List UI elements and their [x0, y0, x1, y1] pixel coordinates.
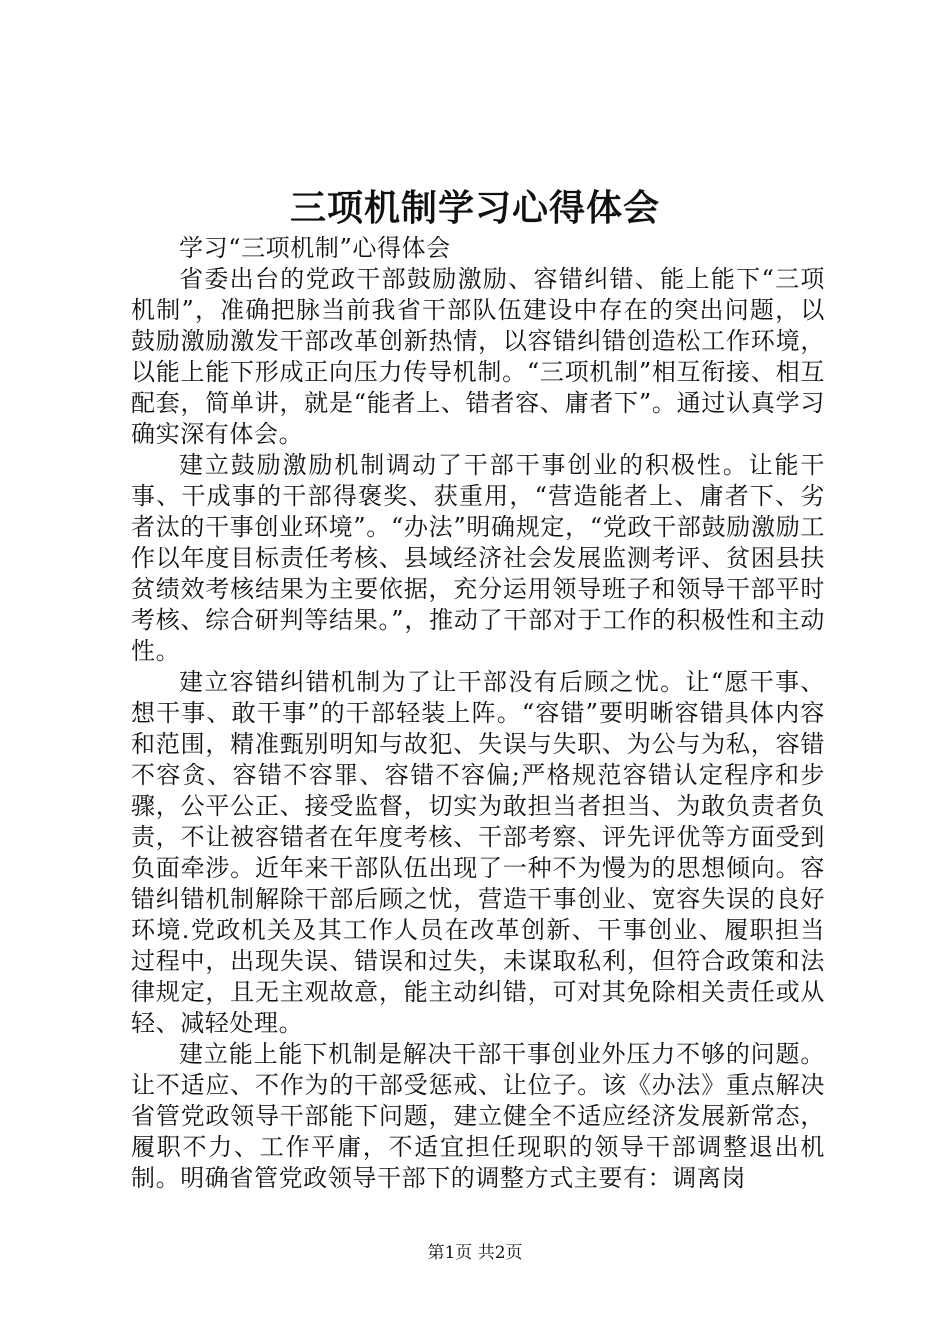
page-number-footer: 第1页 共2页: [427, 1243, 523, 1263]
body-paragraph: 省委出台的党政干部鼓励激励、容错纠错、能上能下“三项机制”，准确把脉当前我省干部队伍建设中存在的突出问题，以鼓励激励激发干部改革创新热情，以容错纠错创造松工作环境，以能上能下形成正向压力传导机制。“三项机制”相互衔接、相互配套，简单讲，就是“能者上、错者容、庸者下”。通过认真学习确实深有体会。: [131, 265, 825, 448]
subtitle-paragraph: 学习“三项机制”心得体会: [179, 234, 451, 262]
document-title: 三项机制学习心得体会: [289, 187, 660, 229]
body-paragraph: 建立容错纠错机制为了让干部没有后顾之忧。让“愿干事、想干事、敢干事”的干部轻装上阵。“容错”要明晰容错具体内容和范围，精准甄别明知与故犯、失误与失职、为公与为私，容错不容贪、容错不容罪、容错不容偏;严格规范容错认定程序和步骤，公平公正、接受监督，切实为敢担当者担当、为敢负责者负责，不让被容错者在年度考核、干部考察、评先评优等方面受到负面牵涉。近年来干部队伍出现了一种不为慢为的思想倾向。容错纠错机制解除干部后顾之忧，营造干事创业、宽容失误的良好环境.党政机关及其工作人员在改革创新、干事创业、履职担当过程中，出现失误、错误和过失，未谋取私利，但符合政策和法律规定，且无主观故意，能主动纠错，可对其免除相关责任或从轻、减轻处理。: [131, 668, 825, 1037]
body-paragraph: 建立鼓励激励机制调动了干部干事创业的积极性。让能干事、干成事的干部得褒奖、获重用，“营造能者上、庸者下、劣者汰的干事创业环境”。“办法”明确规定，“党政干部鼓励激励工作以年度目标责任考核、县域经济社会发展监测考评、贫困县扶贫绩效考核结果为主要依据，充分运用领导班子和领导干部平时考核、综合研判等结果。”，推动了干部对于工作的积极性和主动性。: [131, 451, 825, 665]
body-paragraph: 建立能上能下机制是解决干部干事创业外压力不够的问题。让不适应、不作为的干部受惩戒、让位子。该《办法》重点解决省管党政领导干部能下问题，建立健全不适应经济发展新常态，履职不力、工作平庸，不适宜担任现职的领导干部调整退出机制。明确省管党政领导干部下的调整方式主要有：调离岗: [131, 1040, 825, 1192]
document-body: [131, 233, 825, 1194]
